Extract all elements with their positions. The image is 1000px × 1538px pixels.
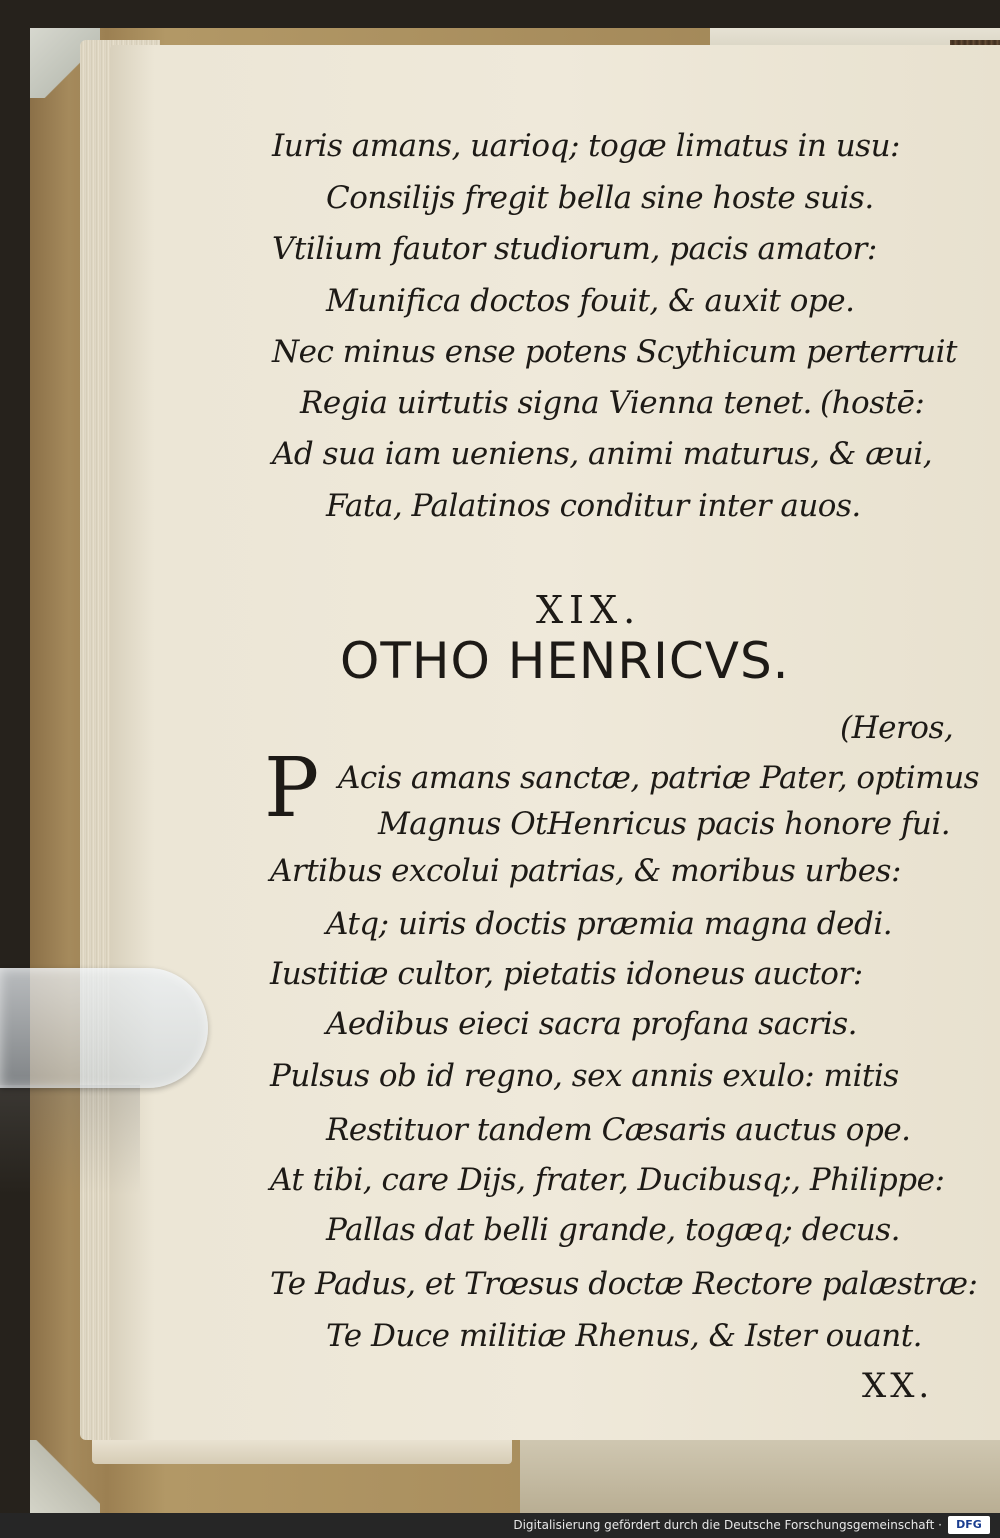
- verse-line: Magnus OtHenricus pacis honore fui.: [378, 806, 951, 842]
- verse-line: Ad sua iam ueniens, animi maturus, & æui,: [272, 436, 933, 472]
- binding-bottom: [520, 1440, 1000, 1513]
- verse-line: Regia uirtutis signa Vienna tenet.: [300, 385, 812, 421]
- drop-cap: P: [264, 741, 320, 836]
- verse-line: Iustitiæ cultor, pietatis idoneus auctor:: [270, 956, 863, 992]
- verse-line: Restituor tandem Cæsaris auctus ope.: [326, 1112, 911, 1148]
- section-number: XIX.: [536, 588, 642, 632]
- section-title: OTHO HENRICVS.: [340, 632, 790, 690]
- verse-line: Nec minus ense potens Scythicum perterruit: [272, 334, 957, 370]
- page-clip: [0, 968, 208, 1088]
- verse-line: At tibi, care Dijs, frater, Ducibusq;, Philippe:: [270, 1162, 945, 1198]
- verse-line: Consilijs fregit bella sine hoste suis.: [326, 180, 874, 216]
- verse-line: Acis amans sanctæ, patriæ Pater, optimus: [338, 760, 980, 796]
- verse-line: Pulsus ob id regno, sex annis exulo: mitis: [270, 1058, 899, 1094]
- verse-line: Munifica doctos fouit, & auxit ope.: [326, 283, 855, 319]
- verse-line: Fata, Palatinos conditur inter auos.: [326, 488, 861, 524]
- footer-credit: Digitalisierung gefördert durch die Deutsche Forschungsgemeinschaft ·: [513, 1518, 942, 1532]
- verse-line: Pallas dat belli grande, togæq; decus.: [326, 1212, 900, 1248]
- verse-line: Artibus excolui patrias, & moribus urbes:: [270, 853, 901, 889]
- verse-line: Aedibus eieci sacra profana sacris.: [326, 1006, 858, 1042]
- catchword: XX.: [862, 1366, 934, 1406]
- page-bottom-edge: [92, 1440, 512, 1464]
- cover-corner-bottom: [30, 1440, 100, 1513]
- verse-line-turnover: (hostē:: [820, 385, 925, 421]
- verse-line: Te Padus, et Trœsus doctæ Rectore palæstræ:: [270, 1266, 978, 1302]
- clip-shadow: [0, 1085, 140, 1195]
- verse-line: Te Duce militiæ Rhenus, & Ister ouant.: [326, 1318, 923, 1354]
- dfg-logo-icon: DFG: [948, 1516, 990, 1534]
- verse-line: Iuris amans, uarioq; togæ limatus in usu:: [272, 128, 901, 164]
- verse-line-turnover: (Heros,: [840, 710, 954, 746]
- verse-line: Vtilium fautor studiorum, pacis amator:: [272, 231, 877, 267]
- verse-line: Atq; uiris doctis præmia magna dedi.: [326, 906, 893, 942]
